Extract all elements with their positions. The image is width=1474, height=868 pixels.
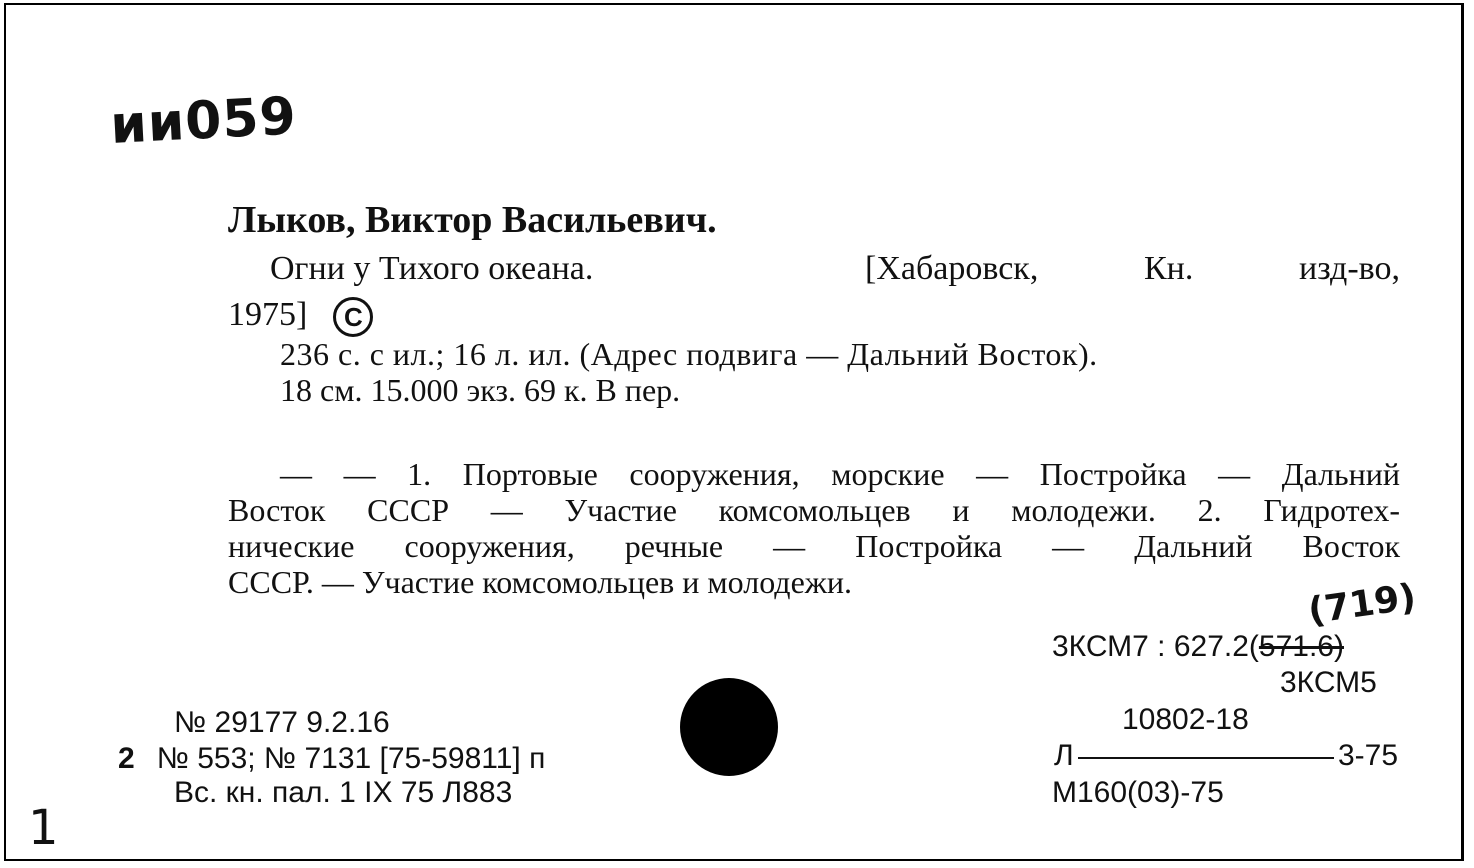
subject-line: — — 1. Портовые сооружения, морские — Постройка — Дальний [280, 456, 1400, 492]
punch-hole [680, 678, 778, 776]
code-line [1054, 739, 1398, 773]
classification-struck: 571.6) [1258, 630, 1344, 663]
edition-info: 18 см. 15.000 экз. 69 к. В пер. [280, 372, 681, 408]
index-code: 10802-18 [1122, 703, 1249, 736]
code-line-left: Л [1054, 739, 1074, 772]
code-line-dash [1078, 757, 1334, 759]
code-line-right: 3-75 [1337, 739, 1398, 772]
print-info-1: № 29177 9.2.16 [174, 706, 390, 739]
subject-headings [228, 456, 1400, 600]
year-line [228, 296, 373, 337]
publisher-part-a: Кн. [1143, 250, 1194, 287]
classification-code-2: 3КСМ5 [1280, 666, 1377, 699]
code-m: М160(03)-75 [1052, 776, 1224, 809]
copyright-icon: C [333, 297, 373, 337]
publication-place: [Хабаровск, [865, 250, 1039, 287]
physical-description: 236 с. с ил.; 16 л. ил. (Адрес подвига — Дальний Восток). [280, 336, 1098, 372]
inventory-number: ии059 [108, 86, 299, 156]
subject-line: СССР. — Участие комсомольцев и молодежи. [228, 564, 852, 600]
print-info-2-prefix: 2 [118, 742, 135, 775]
publisher-part-b: изд-во, [1299, 250, 1400, 287]
subject-line: Восток СССР — Участие комсомольцев и молодежи. 2. Гидротех- [228, 492, 1400, 528]
publication-year: 1975] [228, 296, 308, 333]
book-title: Огни у Тихого океана. [270, 250, 594, 287]
handwritten-classification: (719) [1305, 576, 1419, 633]
print-info-2-text: № 553; № 7131 [75-59811] п [156, 742, 546, 775]
classification-main: 3КСМ7 : 627.2( [1052, 630, 1259, 663]
title-line [228, 250, 1400, 288]
subject-line: нические сооружения, речные — Постройка — Дальний Восток [228, 528, 1400, 564]
print-info-2 [118, 742, 545, 776]
print-info-3: Вс. кн. пал. 1 IX 75 Л883 [174, 776, 513, 809]
classification-code-1 [1052, 630, 1344, 664]
pencil-mark: 1 [28, 800, 59, 856]
author-heading: Лыков, Виктор Васильевич. [228, 199, 717, 241]
